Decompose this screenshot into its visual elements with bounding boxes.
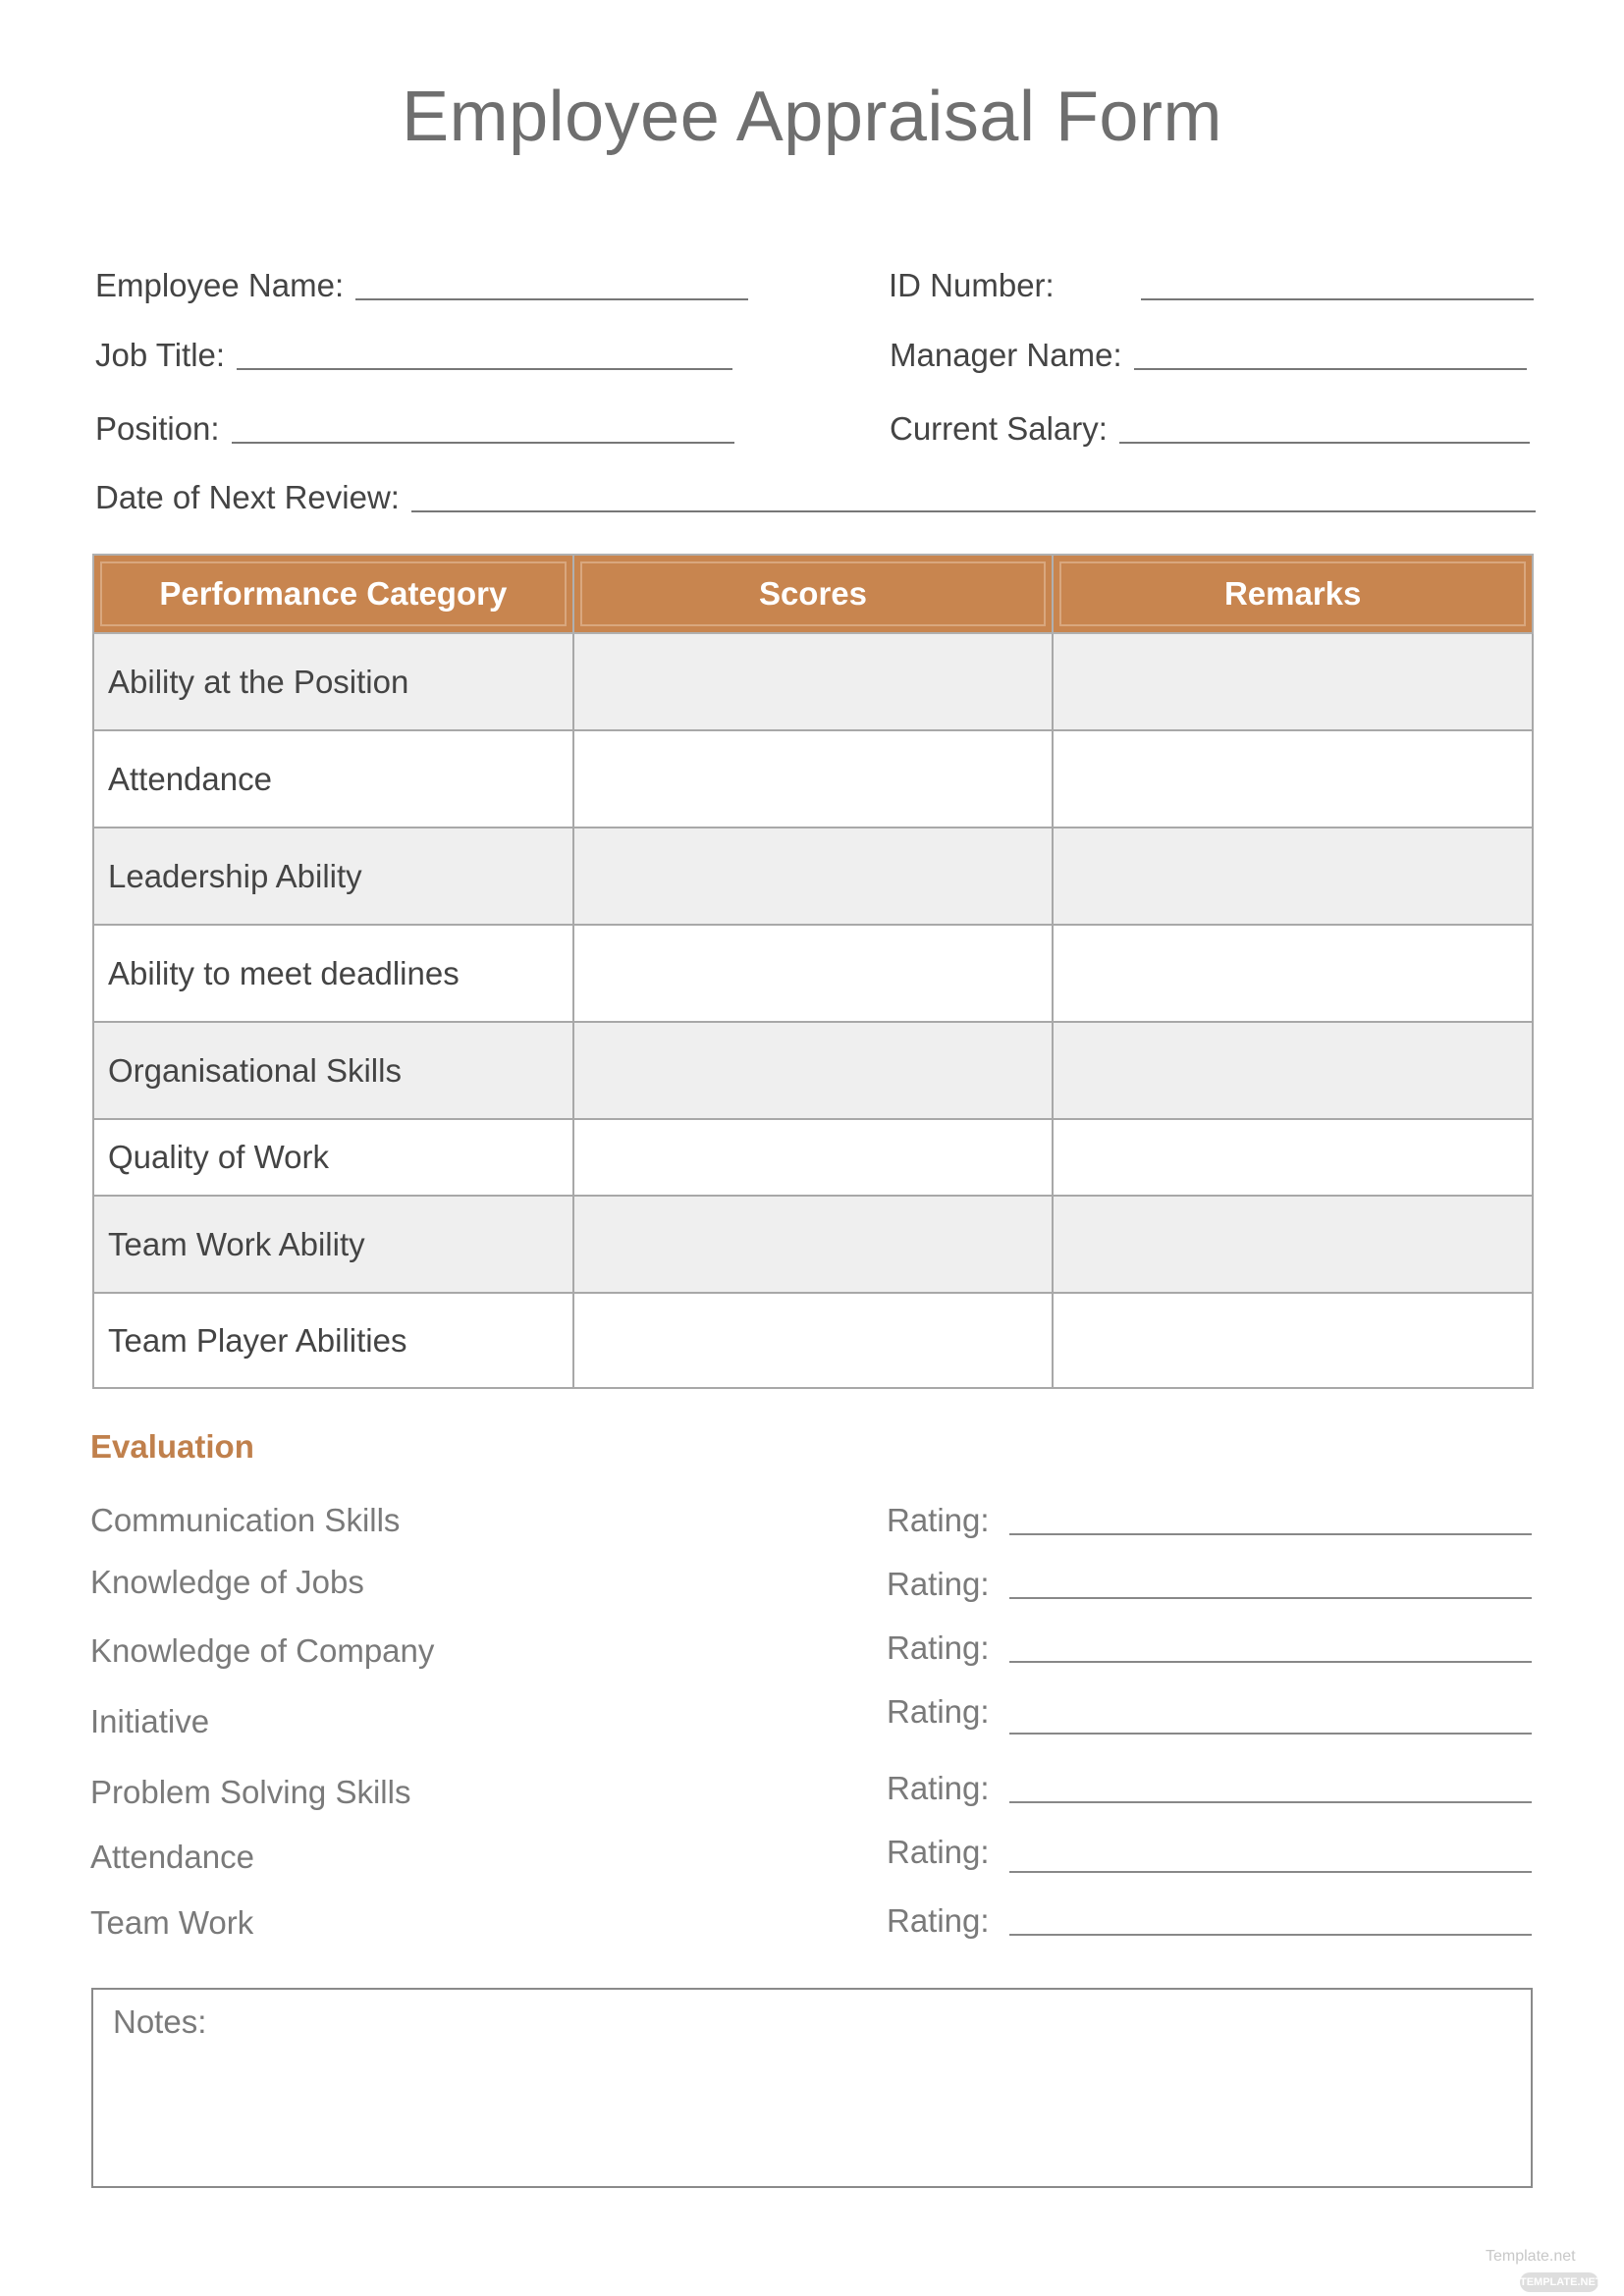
rating-field bbox=[887, 1629, 1532, 1667]
current-salary-input-line[interactable] bbox=[1119, 441, 1530, 444]
remarks-cell[interactable] bbox=[1053, 1293, 1533, 1388]
manager-name-input-line[interactable] bbox=[1134, 367, 1527, 370]
category-cell: Quality of Work bbox=[93, 1119, 573, 1196]
evaluation-item: Team Work bbox=[90, 1904, 254, 1941]
rating-label: Rating: bbox=[887, 1770, 990, 1806]
category-cell: Team Player Abilities bbox=[93, 1293, 573, 1388]
table-row bbox=[93, 633, 1533, 730]
position-label: Position: bbox=[95, 410, 220, 447]
score-cell[interactable] bbox=[573, 1022, 1054, 1119]
rating-field bbox=[887, 1770, 1532, 1807]
employee-name-field bbox=[95, 267, 748, 304]
rating-input-line[interactable] bbox=[1009, 1661, 1532, 1663]
table-header-row bbox=[93, 555, 1533, 633]
rating-field bbox=[887, 1502, 1532, 1539]
remarks-cell[interactable] bbox=[1053, 1196, 1533, 1293]
job-title-label: Job Title: bbox=[95, 337, 226, 373]
job-title-input-line[interactable] bbox=[237, 367, 732, 370]
table-row bbox=[93, 1293, 1533, 1388]
evaluation-item: Problem Solving Skills bbox=[90, 1774, 411, 1810]
score-cell[interactable] bbox=[573, 1119, 1054, 1196]
current-salary-label: Current Salary: bbox=[890, 410, 1108, 447]
rating-field bbox=[887, 1693, 1532, 1731]
rating-field bbox=[887, 1902, 1532, 1940]
category-cell: Attendance bbox=[93, 730, 573, 828]
current-salary-field bbox=[890, 410, 1530, 448]
job-title-field bbox=[95, 337, 732, 374]
page-title: Employee Appraisal Form bbox=[402, 78, 1222, 156]
position-field bbox=[95, 410, 734, 448]
rating-label: Rating: bbox=[887, 1693, 990, 1730]
evaluation-item: Communication Skills bbox=[90, 1502, 401, 1538]
category-cell: Organisational Skills bbox=[93, 1022, 573, 1119]
score-cell[interactable] bbox=[573, 730, 1054, 828]
rating-label: Rating: bbox=[887, 1629, 990, 1666]
rating-input-line[interactable] bbox=[1009, 1597, 1532, 1599]
evaluation-heading: Evaluation bbox=[90, 1428, 254, 1465]
employee-name-label: Employee Name: bbox=[95, 267, 345, 303]
rating-field bbox=[887, 1834, 1532, 1871]
next-review-field bbox=[95, 479, 1536, 516]
rating-label: Rating: bbox=[887, 1834, 990, 1870]
id-number-field bbox=[889, 267, 1534, 304]
rating-input-line[interactable] bbox=[1009, 1871, 1532, 1873]
remarks-cell[interactable] bbox=[1053, 1119, 1533, 1196]
category-cell: Leadership Ability bbox=[93, 828, 573, 925]
table-row bbox=[93, 828, 1533, 925]
score-cell[interactable] bbox=[573, 633, 1054, 730]
next-review-input-line[interactable] bbox=[411, 509, 1536, 512]
category-cell: Team Work Ability bbox=[93, 1196, 573, 1293]
header-scores: Scores bbox=[573, 555, 1054, 633]
remarks-cell[interactable] bbox=[1053, 828, 1533, 925]
evaluation-item: Initiative bbox=[90, 1703, 210, 1739]
evaluation-item: Knowledge of Company bbox=[90, 1632, 435, 1669]
rating-label: Rating: bbox=[887, 1902, 990, 1939]
employee-name-input-line[interactable] bbox=[355, 297, 748, 300]
score-cell[interactable] bbox=[573, 1196, 1054, 1293]
table-row bbox=[93, 925, 1533, 1022]
manager-name-label: Manager Name: bbox=[890, 337, 1122, 373]
notes-label: Notes: bbox=[113, 2003, 207, 2040]
rating-input-line[interactable] bbox=[1009, 1801, 1532, 1803]
position-input-line[interactable] bbox=[232, 441, 734, 444]
watermark-text: Template.net bbox=[1486, 2248, 1576, 2265]
manager-name-field bbox=[890, 337, 1527, 374]
score-cell[interactable] bbox=[573, 828, 1054, 925]
notes-box[interactable] bbox=[91, 1988, 1533, 2188]
rating-input-line[interactable] bbox=[1009, 1934, 1532, 1936]
remarks-cell[interactable] bbox=[1053, 1022, 1533, 1119]
rating-input-line[interactable] bbox=[1009, 1733, 1532, 1735]
table-row bbox=[93, 730, 1533, 828]
watermark-badge: TEMPLATE.NET bbox=[1520, 2272, 1598, 2292]
rating-label: Rating: bbox=[887, 1502, 990, 1538]
evaluation-item: Attendance bbox=[90, 1839, 254, 1875]
header-remarks: Remarks bbox=[1053, 555, 1533, 633]
table-row bbox=[93, 1119, 1533, 1196]
id-number-input-line[interactable] bbox=[1141, 297, 1534, 300]
rating-field bbox=[887, 1566, 1532, 1603]
table-row bbox=[93, 1196, 1533, 1293]
remarks-cell[interactable] bbox=[1053, 925, 1533, 1022]
next-review-label: Date of Next Review: bbox=[95, 479, 400, 515]
rating-label: Rating: bbox=[887, 1566, 990, 1602]
rating-input-line[interactable] bbox=[1009, 1533, 1532, 1535]
score-cell[interactable] bbox=[573, 925, 1054, 1022]
id-number-label: ID Number: bbox=[889, 267, 1055, 303]
header-performance-category: Performance Category bbox=[93, 555, 573, 633]
category-cell: Ability at the Position bbox=[93, 633, 573, 730]
remarks-cell[interactable] bbox=[1053, 633, 1533, 730]
category-cell: Ability to meet deadlines bbox=[93, 925, 573, 1022]
remarks-cell[interactable] bbox=[1053, 730, 1533, 828]
table-row bbox=[93, 1022, 1533, 1119]
score-cell[interactable] bbox=[573, 1293, 1054, 1388]
evaluation-item: Knowledge of Jobs bbox=[90, 1564, 364, 1600]
performance-table bbox=[92, 554, 1534, 1389]
